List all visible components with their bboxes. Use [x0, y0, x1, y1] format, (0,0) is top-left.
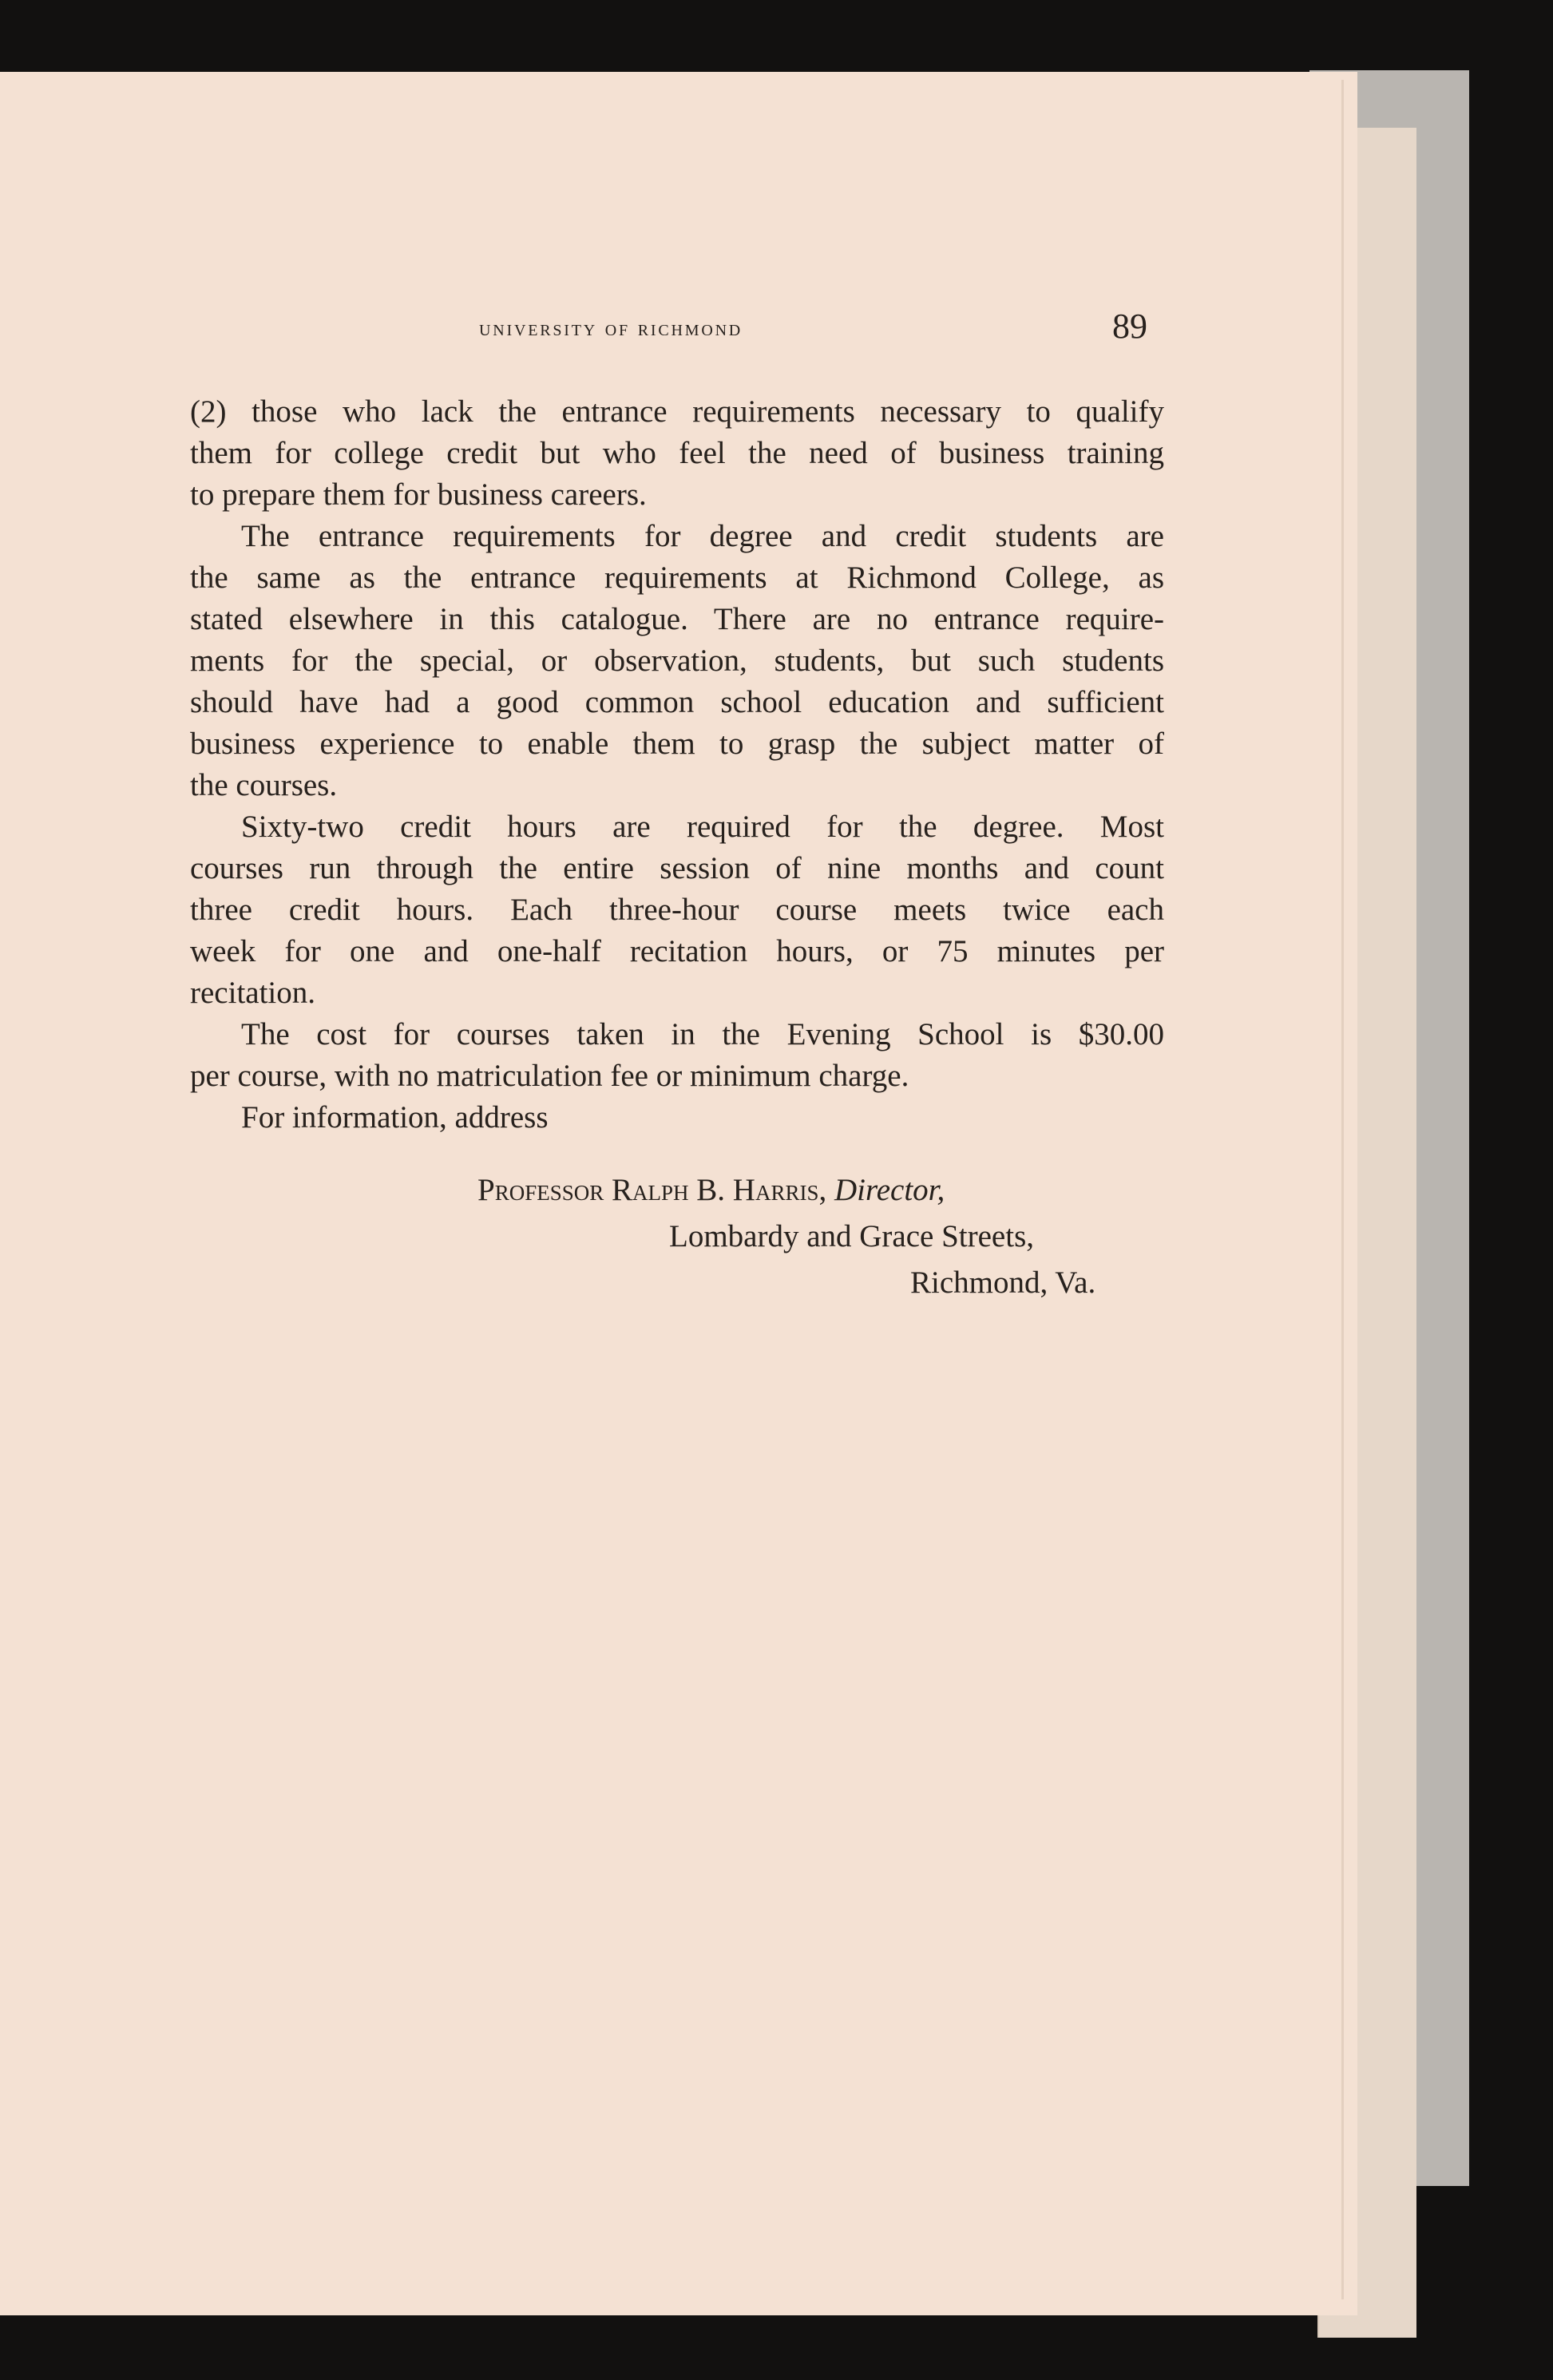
- text-line: stated elsewhere in this catalogue. There are no entrance require-: [190, 602, 1164, 636]
- signature-city: Richmond, Va.: [910, 1265, 1096, 1300]
- paragraph-4: [190, 1014, 1164, 1097]
- page-edge: [1341, 80, 1344, 2299]
- paragraph-2: [190, 516, 1164, 806]
- paragraph-3: [190, 806, 1164, 1014]
- signature-name: Professor Ralph B. Harris,: [477, 1173, 827, 1207]
- running-title: university of richmond: [479, 316, 743, 341]
- text-line: per course, with no matriculation fee or minimum charge.: [190, 1059, 909, 1093]
- text-line: (2) those who lack the entrance requirements necessary to qualify: [190, 394, 1164, 429]
- text-line: Sixty-two credit hours are required for the degree. Most: [241, 810, 1164, 844]
- text-line: three credit hours. Each three-hour course meets twice each: [190, 893, 1164, 927]
- text-line: to prepare them for business careers.: [190, 477, 647, 512]
- page-number: 89: [1112, 307, 1147, 346]
- signature-name-line: [477, 1167, 945, 1214]
- signature-street: Lombardy and Grace Streets,: [669, 1219, 1034, 1253]
- text-line: For information, address: [241, 1100, 549, 1135]
- text-line: recitation.: [190, 976, 316, 1010]
- running-head: [0, 307, 1357, 361]
- text-line: the same as the entrance requirements at Richmond College, as: [190, 560, 1164, 595]
- text-line: week for one and one-half recitation hours, or 75 minutes per: [190, 934, 1164, 968]
- text-line: The entrance requirements for degree and credit students are: [241, 519, 1164, 553]
- signature-title: Director,: [834, 1173, 945, 1207]
- body-text: [190, 391, 1164, 1139]
- paragraph-5: [190, 1097, 1164, 1139]
- text-line: The cost for courses taken in the Evening School is $30.00: [241, 1017, 1164, 1051]
- text-line: ments for the special, or observation, students, but such students: [190, 644, 1164, 678]
- text-line: courses run through the entire session of nine months and count: [190, 851, 1164, 885]
- text-line: the courses.: [190, 768, 338, 802]
- text-line: them for college credit but who feel the need of business training: [190, 436, 1164, 470]
- text-line: should have had a good common school education and sufficient: [190, 685, 1164, 719]
- paragraph-1: [190, 391, 1164, 516]
- text-line: business experience to enable them to grasp the subject matter of: [190, 727, 1164, 761]
